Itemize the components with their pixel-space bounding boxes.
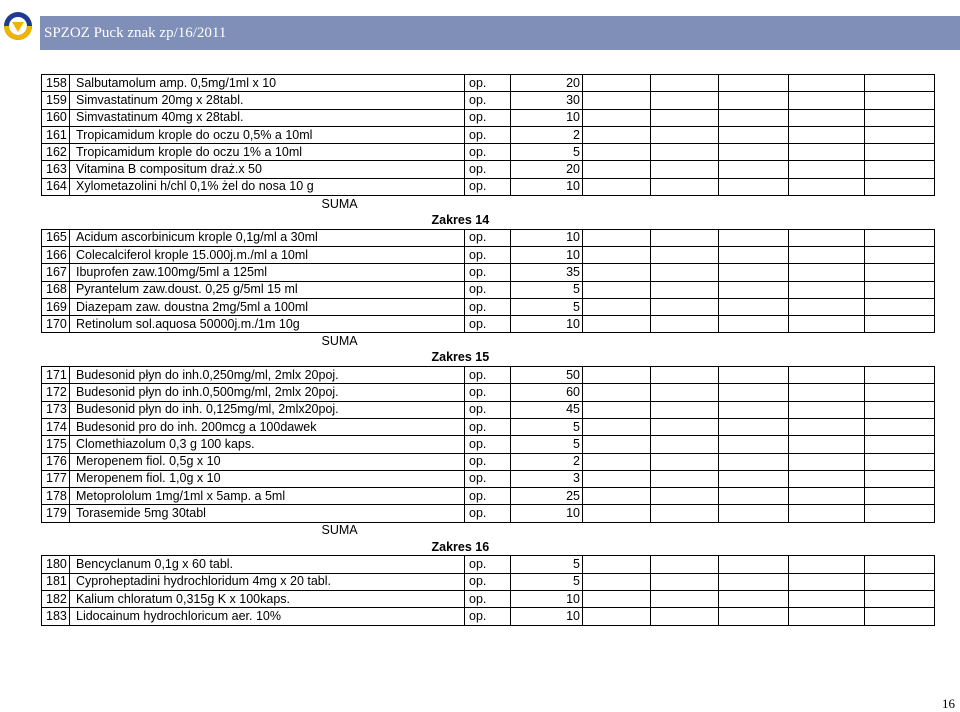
unit: op.	[465, 401, 511, 418]
drug-name: Budesonid płyn do inh. 0,125mg/ml, 2mlx20poj.	[70, 401, 465, 418]
empty-cell	[583, 75, 651, 92]
empty-cell	[719, 470, 789, 487]
empty-cell	[651, 281, 719, 298]
quantity: 20	[511, 161, 583, 178]
sum-row	[42, 522, 935, 539]
empty-cell	[583, 453, 651, 470]
table-row	[42, 384, 935, 401]
row-number: 168	[42, 281, 70, 298]
row-number: 175	[42, 436, 70, 453]
drug-name: Simvastatinum 40mg x 28tabl.	[70, 109, 465, 126]
empty-cell	[583, 367, 651, 384]
unit: op.	[465, 436, 511, 453]
unit: op.	[465, 126, 511, 143]
table-row	[42, 488, 935, 505]
row-number: 162	[42, 144, 70, 161]
unit: op.	[465, 92, 511, 109]
drug-name: Tropicamidum krople do oczu 0,5% a 10ml	[70, 126, 465, 143]
range-label: Zakres 15	[431, 350, 490, 365]
empty-cell	[651, 556, 719, 573]
row-number: 180	[42, 556, 70, 573]
unit: op.	[465, 573, 511, 590]
empty-cell	[865, 418, 935, 435]
quantity: 20	[511, 75, 583, 92]
empty-cell	[865, 178, 935, 195]
sum-label: SUMA	[321, 523, 358, 538]
unit: op.	[465, 281, 511, 298]
empty-cell	[583, 92, 651, 109]
empty-cell	[865, 367, 935, 384]
table-row	[42, 92, 935, 109]
unit: op.	[465, 590, 511, 607]
table-row	[42, 144, 935, 161]
empty-cell	[865, 470, 935, 487]
empty-cell	[789, 178, 865, 195]
range-header-row	[42, 212, 935, 229]
range-header-row	[42, 350, 935, 367]
empty-cell	[865, 298, 935, 315]
empty-cell	[583, 178, 651, 195]
empty-cell	[789, 281, 865, 298]
document-title: SPZOZ Puck znak zp/16/2011	[44, 25, 227, 41]
row-number: 177	[42, 470, 70, 487]
row-number: 182	[42, 590, 70, 607]
quantity: 10	[511, 505, 583, 522]
table-row	[42, 505, 935, 522]
empty-cell	[651, 161, 719, 178]
unit: op.	[465, 556, 511, 573]
empty-cell	[651, 316, 719, 333]
table-row	[42, 436, 935, 453]
row-number: 170	[42, 316, 70, 333]
quantity: 5	[511, 144, 583, 161]
empty-cell	[719, 418, 789, 435]
quantity: 25	[511, 488, 583, 505]
empty-cell	[651, 384, 719, 401]
hospital-logo-icon	[0, 0, 40, 50]
empty-cell	[583, 573, 651, 590]
empty-cell	[583, 246, 651, 263]
row-number: 167	[42, 264, 70, 281]
drug-name: Retinolum sol.aquosa 50000j.m./1m 10g	[70, 316, 465, 333]
row-number: 181	[42, 573, 70, 590]
empty-cell	[719, 264, 789, 281]
quantity: 5	[511, 556, 583, 573]
empty-cell	[865, 573, 935, 590]
unit: op.	[465, 246, 511, 263]
unit: op.	[465, 144, 511, 161]
empty-cell	[865, 505, 935, 522]
empty-cell	[719, 161, 789, 178]
empty-cell	[651, 401, 719, 418]
empty-cell	[719, 608, 789, 625]
empty-cell	[651, 126, 719, 143]
unit: op.	[465, 488, 511, 505]
empty-cell	[719, 144, 789, 161]
row-number: 169	[42, 298, 70, 315]
unit: op.	[465, 161, 511, 178]
drug-name: Clomethiazolum 0,3 g 100 kaps.	[70, 436, 465, 453]
quantity: 50	[511, 367, 583, 384]
empty-cell	[789, 556, 865, 573]
empty-cell	[719, 316, 789, 333]
quantity: 60	[511, 384, 583, 401]
quantity: 2	[511, 453, 583, 470]
table-row	[42, 126, 935, 143]
empty-cell	[583, 126, 651, 143]
empty-cell	[789, 384, 865, 401]
row-number: 164	[42, 178, 70, 195]
empty-cell	[719, 590, 789, 607]
row-number: 160	[42, 109, 70, 126]
drug-name: Ibuprofen zaw.100mg/5ml a 125ml	[70, 264, 465, 281]
empty-cell	[651, 470, 719, 487]
table-row	[42, 316, 935, 333]
unit: op.	[465, 384, 511, 401]
empty-cell	[865, 246, 935, 263]
row-number: 163	[42, 161, 70, 178]
empty-cell	[789, 453, 865, 470]
row-number: 159	[42, 92, 70, 109]
drug-name: Acidum ascorbinicum krople 0,1g/ml a 30ml	[70, 229, 465, 246]
empty-cell	[789, 126, 865, 143]
empty-cell	[719, 573, 789, 590]
unit: op.	[465, 109, 511, 126]
empty-cell	[583, 161, 651, 178]
unit: op.	[465, 505, 511, 522]
table-row	[42, 75, 935, 92]
empty-cell	[651, 109, 719, 126]
empty-cell	[789, 436, 865, 453]
empty-cell	[789, 608, 865, 625]
empty-cell	[719, 401, 789, 418]
empty-cell	[719, 281, 789, 298]
drug-name: Tropicamidum krople do oczu 1% a 10ml	[70, 144, 465, 161]
drug-name: Metoprololum 1mg/1ml x 5amp. a 5ml	[70, 488, 465, 505]
table-row	[42, 298, 935, 315]
drug-name: Colecalciferol krople 15.000j.m./ml a 10ml	[70, 246, 465, 263]
empty-cell	[789, 264, 865, 281]
empty-cell	[651, 298, 719, 315]
table-row	[42, 590, 935, 607]
drug-name: Kalium chloratum 0,315g K x 100kaps.	[70, 590, 465, 607]
empty-cell	[719, 556, 789, 573]
unit: op.	[465, 229, 511, 246]
empty-cell	[865, 556, 935, 573]
empty-cell	[789, 367, 865, 384]
table-row	[42, 573, 935, 590]
empty-cell	[789, 316, 865, 333]
empty-cell	[719, 178, 789, 195]
empty-cell	[789, 418, 865, 435]
empty-cell	[651, 608, 719, 625]
empty-cell	[719, 229, 789, 246]
empty-cell	[719, 367, 789, 384]
drug-name: Salbutamolum amp. 0,5mg/1ml x 10	[70, 75, 465, 92]
empty-cell	[789, 161, 865, 178]
quantity: 2	[511, 126, 583, 143]
empty-cell	[583, 281, 651, 298]
page-number: 16	[942, 696, 955, 711]
quantity: 5	[511, 436, 583, 453]
quantity: 10	[511, 109, 583, 126]
drug-name: Vitamina B compositum draż.x 50	[70, 161, 465, 178]
table-row	[42, 281, 935, 298]
empty-cell	[583, 264, 651, 281]
empty-cell	[651, 229, 719, 246]
sum-row	[42, 196, 935, 213]
empty-cell	[583, 488, 651, 505]
quantity: 10	[511, 178, 583, 195]
empty-cell	[651, 144, 719, 161]
empty-cell	[789, 573, 865, 590]
empty-cell	[719, 75, 789, 92]
unit: op.	[465, 264, 511, 281]
empty-cell	[719, 384, 789, 401]
empty-cell	[651, 505, 719, 522]
empty-cell	[719, 246, 789, 263]
empty-cell	[583, 608, 651, 625]
empty-cell	[651, 488, 719, 505]
row-number: 183	[42, 608, 70, 625]
empty-cell	[789, 144, 865, 161]
empty-cell	[789, 246, 865, 263]
empty-cell	[651, 573, 719, 590]
drug-name: Xylometazolini h/chl 0,1% żel do nosa 10 g	[70, 178, 465, 195]
quantity: 45	[511, 401, 583, 418]
empty-cell	[719, 298, 789, 315]
empty-cell	[651, 590, 719, 607]
row-number: 176	[42, 453, 70, 470]
empty-cell	[865, 126, 935, 143]
empty-cell	[651, 453, 719, 470]
empty-cell	[865, 144, 935, 161]
empty-cell	[789, 505, 865, 522]
table-row	[42, 418, 935, 435]
sum-row	[42, 333, 935, 350]
unit: op.	[465, 418, 511, 435]
quantity: 10	[511, 316, 583, 333]
empty-cell	[865, 436, 935, 453]
empty-cell	[651, 178, 719, 195]
empty-cell	[583, 109, 651, 126]
empty-cell	[789, 298, 865, 315]
drug-name: Torasemide 5mg 30tabl	[70, 505, 465, 522]
empty-cell	[583, 590, 651, 607]
empty-cell	[583, 229, 651, 246]
quantity: 5	[511, 298, 583, 315]
row-number: 174	[42, 418, 70, 435]
empty-cell	[865, 316, 935, 333]
empty-cell	[789, 470, 865, 487]
drug-name: Diazepam zaw. doustna 2mg/5ml a 100ml	[70, 298, 465, 315]
unit: op.	[465, 470, 511, 487]
empty-cell	[583, 418, 651, 435]
table-row	[42, 470, 935, 487]
drug-name: Meropenem fiol. 1,0g x 10	[70, 470, 465, 487]
empty-cell	[865, 608, 935, 625]
empty-cell	[583, 316, 651, 333]
empty-cell	[789, 590, 865, 607]
unit: op.	[465, 608, 511, 625]
empty-cell	[583, 505, 651, 522]
row-number: 179	[42, 505, 70, 522]
empty-cell	[719, 436, 789, 453]
empty-cell	[789, 488, 865, 505]
unit: op.	[465, 453, 511, 470]
empty-cell	[651, 418, 719, 435]
quantity: 30	[511, 92, 583, 109]
unit: op.	[465, 75, 511, 92]
empty-cell	[651, 246, 719, 263]
empty-cell	[719, 488, 789, 505]
range-label: Zakres 16	[431, 539, 490, 554]
drug-name: Bencyclanum 0,1g x 60 tabl.	[70, 556, 465, 573]
row-number: 171	[42, 367, 70, 384]
empty-cell	[651, 367, 719, 384]
table-row	[42, 246, 935, 263]
empty-cell	[865, 590, 935, 607]
table-row	[42, 608, 935, 625]
empty-cell	[719, 126, 789, 143]
drug-name: Meropenem fiol. 0,5g x 10	[70, 453, 465, 470]
empty-cell	[865, 401, 935, 418]
unit: op.	[465, 367, 511, 384]
empty-cell	[719, 505, 789, 522]
empty-cell	[651, 92, 719, 109]
quantity: 10	[511, 590, 583, 607]
empty-cell	[583, 384, 651, 401]
empty-cell	[583, 298, 651, 315]
table-row	[42, 161, 935, 178]
empty-cell	[583, 470, 651, 487]
drug-name: Budesonid płyn do inh.0,500mg/ml, 2mlx 20poj.	[70, 384, 465, 401]
drug-name: Cyproheptadini hydrochloridum 4mg x 20 tabl.	[70, 573, 465, 590]
table-row	[42, 401, 935, 418]
empty-cell	[651, 264, 719, 281]
empty-cell	[865, 488, 935, 505]
row-number: 165	[42, 229, 70, 246]
empty-cell	[583, 401, 651, 418]
empty-cell	[651, 436, 719, 453]
empty-cell	[583, 144, 651, 161]
empty-cell	[789, 109, 865, 126]
table-row	[42, 264, 935, 281]
quantity: 3	[511, 470, 583, 487]
quantity: 5	[511, 573, 583, 590]
sum-label: SUMA	[321, 196, 358, 211]
empty-cell	[719, 109, 789, 126]
quantity: 5	[511, 418, 583, 435]
unit: op.	[465, 298, 511, 315]
row-number: 172	[42, 384, 70, 401]
range-label: Zakres 14	[431, 213, 490, 228]
empty-cell	[865, 384, 935, 401]
empty-cell	[719, 453, 789, 470]
empty-cell	[865, 75, 935, 92]
drug-name: Lidocainum hydrochloricum aer. 10%	[70, 608, 465, 625]
range-header-row	[42, 539, 935, 556]
quantity: 5	[511, 281, 583, 298]
row-number: 173	[42, 401, 70, 418]
empty-cell	[865, 109, 935, 126]
drug-name: Budesonid płyn do inh.0,250mg/ml, 2mlx 20poj.	[70, 367, 465, 384]
empty-cell	[865, 264, 935, 281]
table-row	[42, 178, 935, 195]
drug-name: Budesonid pro do inh. 200mcg a 100dawek	[70, 418, 465, 435]
page-header	[0, 0, 960, 60]
empty-cell	[583, 436, 651, 453]
quantity: 10	[511, 246, 583, 263]
row-number: 158	[42, 75, 70, 92]
row-number: 166	[42, 246, 70, 263]
sum-label: SUMA	[321, 334, 358, 349]
table-row	[42, 229, 935, 246]
quantity: 10	[511, 608, 583, 625]
empty-cell	[789, 92, 865, 109]
row-number: 178	[42, 488, 70, 505]
unit: op.	[465, 178, 511, 195]
quantity: 35	[511, 264, 583, 281]
empty-cell	[719, 92, 789, 109]
drug-name: Pyrantelum zaw.doust. 0,25 g/5ml 15 ml	[70, 281, 465, 298]
row-number: 161	[42, 126, 70, 143]
empty-cell	[651, 75, 719, 92]
unit: op.	[465, 316, 511, 333]
empty-cell	[865, 161, 935, 178]
empty-cell	[865, 229, 935, 246]
drug-table	[41, 74, 935, 626]
drug-name: Simvastatinum 20mg x 28tabl.	[70, 92, 465, 109]
table-row	[42, 453, 935, 470]
empty-cell	[583, 556, 651, 573]
table-row	[42, 556, 935, 573]
quantity: 10	[511, 229, 583, 246]
empty-cell	[865, 453, 935, 470]
empty-cell	[865, 92, 935, 109]
table-row	[42, 109, 935, 126]
empty-cell	[789, 401, 865, 418]
table-row	[42, 367, 935, 384]
empty-cell	[789, 229, 865, 246]
empty-cell	[865, 281, 935, 298]
empty-cell	[789, 75, 865, 92]
